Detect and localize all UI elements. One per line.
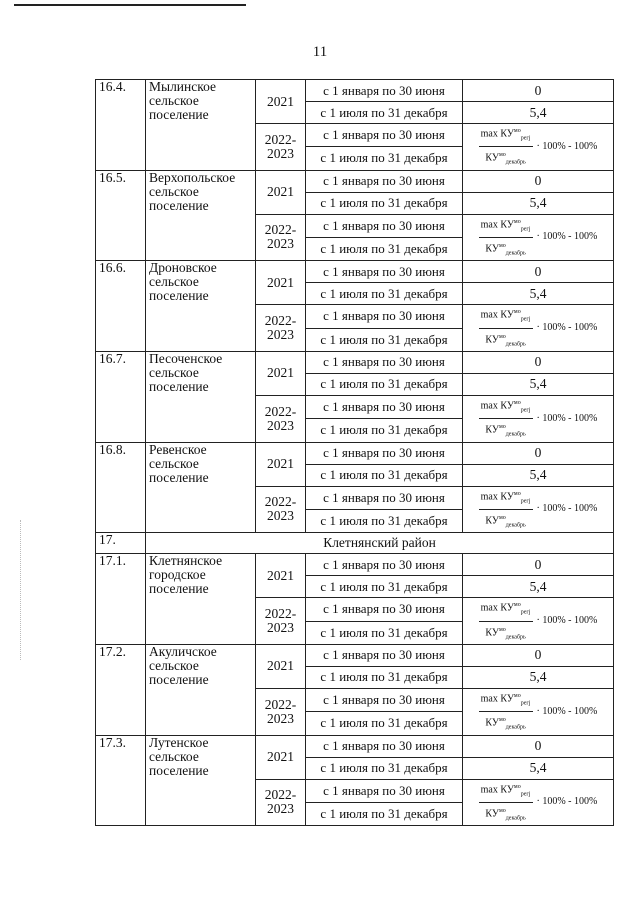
- formula-sub: регj: [520, 497, 531, 504]
- entity-row: [96, 735, 614, 757]
- row-number: 17.3.: [96, 735, 146, 826]
- year-2021: 2021: [256, 644, 306, 688]
- formula-ku: КУ: [500, 693, 514, 705]
- period-second-half: с 1 июля по 31 декабря: [306, 666, 463, 688]
- formula-ku: КУ: [485, 333, 499, 345]
- formula-sup: мо: [498, 514, 506, 521]
- settlement-name: Ревенское сельское поселение: [146, 442, 256, 533]
- row-number: 17.: [96, 533, 146, 554]
- formula-sub: декабрь: [505, 431, 526, 438]
- formula-ku: КУ: [485, 243, 499, 255]
- settlement-name: Лутенское сельское поселение: [146, 735, 256, 826]
- formula-tail: · 100% - 100%: [536, 322, 598, 334]
- formula-cell: [463, 779, 614, 826]
- period-first-half: с 1 января по 30 июня: [306, 124, 463, 147]
- period-first-half: с 1 января по 30 июня: [306, 214, 463, 237]
- formula-sub: декабрь: [505, 724, 526, 731]
- settlement-name: Песоченское сельское поселение: [146, 351, 256, 442]
- period-first-half: с 1 января по 30 июня: [306, 779, 463, 802]
- period-first-half: с 1 января по 30 июня: [306, 688, 463, 711]
- formula-numerator: [479, 215, 533, 238]
- formula-denominator: [483, 712, 527, 734]
- formula-tail: · 100% - 100%: [536, 503, 598, 515]
- coefficient-formula: [466, 396, 610, 442]
- formula-sub: регj: [520, 609, 531, 616]
- value-first-half: 0: [463, 170, 614, 192]
- period-second-half: с 1 июля по 31 декабря: [306, 419, 463, 442]
- period-first-half: с 1 января по 30 июня: [306, 80, 463, 102]
- value-second-half: 5,4: [463, 576, 614, 598]
- formula-numerator: [479, 124, 533, 147]
- formula-max: max: [480, 693, 498, 705]
- formula-denominator: [483, 419, 527, 441]
- entity-row: [96, 170, 614, 192]
- formula-denominator: [483, 147, 527, 169]
- year-2021: 2021: [256, 170, 306, 214]
- formula-sub: декабрь: [505, 522, 526, 529]
- value-first-half: 0: [463, 554, 614, 576]
- period-first-half: с 1 января по 30 июня: [306, 305, 463, 328]
- formula-sub: декабрь: [505, 159, 526, 166]
- value-first-half: 0: [463, 644, 614, 666]
- formula-denominator: [483, 803, 527, 825]
- year-2021: 2021: [256, 351, 306, 395]
- coefficient-formula: [466, 780, 610, 826]
- period-first-half: с 1 января по 30 июня: [306, 735, 463, 757]
- formula-tail: · 100% - 100%: [536, 615, 598, 627]
- period-second-half: с 1 июля по 31 декабря: [306, 576, 463, 598]
- settlement-name: Дроновское сельское поселение: [146, 261, 256, 352]
- formula-sub: декабрь: [505, 250, 526, 257]
- period-first-half: с 1 января по 30 июня: [306, 554, 463, 576]
- formula-sup: мо: [498, 626, 506, 633]
- formula-numerator: [479, 689, 533, 712]
- formula-max: max: [480, 400, 498, 412]
- formula-fraction: [479, 780, 533, 826]
- formula-sup: мо: [498, 807, 506, 814]
- year-2021: 2021: [256, 735, 306, 779]
- formula-sup: мо: [498, 333, 506, 340]
- formula-cell: [463, 214, 614, 261]
- value-second-half: 5,4: [463, 464, 614, 486]
- formula-max: max: [480, 783, 498, 795]
- period-second-half: с 1 июля по 31 декабря: [306, 192, 463, 214]
- formula-numerator: [479, 396, 533, 419]
- formula-fraction: [479, 598, 533, 644]
- year-2021: 2021: [256, 261, 306, 305]
- formula-cell: [463, 395, 614, 442]
- value-first-half: 0: [463, 261, 614, 283]
- formula-fraction: [479, 487, 533, 533]
- formula-sup: мо: [498, 242, 506, 249]
- value-second-half: 5,4: [463, 192, 614, 214]
- entity-row: [96, 80, 614, 102]
- period-second-half: с 1 июля по 31 декабря: [306, 328, 463, 351]
- formula-max: max: [480, 602, 498, 614]
- period-second-half: с 1 июля по 31 декабря: [306, 464, 463, 486]
- formula-sub: декабрь: [505, 340, 526, 347]
- value-second-half: 5,4: [463, 757, 614, 779]
- formula-ku: КУ: [500, 309, 514, 321]
- formula-tail: · 100% - 100%: [536, 231, 598, 243]
- settlement-name: Клетнянское городское поселение: [146, 554, 256, 645]
- formula-denominator: [483, 510, 527, 532]
- year-2022-2023: 2022-2023: [256, 598, 306, 645]
- row-number: 17.2.: [96, 644, 146, 735]
- year-2022-2023: 2022-2023: [256, 688, 306, 735]
- formula-sup: мо: [498, 717, 506, 724]
- entity-row: [96, 442, 614, 464]
- period-first-half: с 1 января по 30 июня: [306, 486, 463, 509]
- header-rule: [14, 4, 246, 6]
- value-first-half: 0: [463, 735, 614, 757]
- formula-ku: КУ: [485, 424, 499, 436]
- formula-fraction: [479, 124, 533, 170]
- period-first-half: с 1 января по 30 июня: [306, 351, 463, 373]
- formula-ku: КУ: [500, 400, 514, 412]
- formula-tail: · 100% - 100%: [536, 796, 598, 808]
- period-second-half: с 1 июля по 31 декабря: [306, 712, 463, 735]
- formula-sup: мо: [498, 424, 506, 431]
- year-2022-2023: 2022-2023: [256, 779, 306, 826]
- value-first-half: 0: [463, 80, 614, 102]
- formula-sub: декабрь: [505, 633, 526, 640]
- formula-fraction: [479, 689, 533, 735]
- formula-max: max: [480, 309, 498, 321]
- formula-sub: регj: [520, 790, 531, 797]
- period-first-half: с 1 января по 30 июня: [306, 598, 463, 621]
- formula-fraction: [479, 305, 533, 351]
- formula-denominator: [483, 329, 527, 351]
- formula-sup: мо: [513, 399, 521, 406]
- formula-fraction: [479, 215, 533, 261]
- period-second-half: с 1 июля по 31 декабря: [306, 509, 463, 532]
- period-second-half: с 1 июля по 31 декабря: [306, 757, 463, 779]
- row-number: 16.8.: [96, 442, 146, 533]
- year-2021: 2021: [256, 554, 306, 598]
- year-2021: 2021: [256, 442, 306, 486]
- formula-denominator: [483, 622, 527, 644]
- coefficient-formula: [466, 215, 610, 261]
- formula-sup: мо: [513, 783, 521, 790]
- formula-denominator: [483, 238, 527, 260]
- coefficient-formula: [466, 305, 610, 351]
- row-number: 16.4.: [96, 80, 146, 171]
- formula-sup: мо: [513, 128, 521, 134]
- entity-row: [96, 261, 614, 283]
- formula-sub: регj: [520, 316, 531, 323]
- coefficient-formula: [466, 689, 610, 735]
- region-name: Клетнянский район: [146, 533, 614, 554]
- row-number: 16.6.: [96, 261, 146, 352]
- margin-scan-marks: [20, 520, 23, 660]
- formula-ku: КУ: [485, 152, 499, 164]
- formula-cell: [463, 305, 614, 352]
- formula-sub: регj: [520, 700, 531, 707]
- formula-ku: КУ: [500, 218, 514, 230]
- formula-sub: регj: [520, 407, 531, 414]
- settlement-name: Верхопольское сельское поселение: [146, 170, 256, 261]
- period-first-half: с 1 января по 30 июня: [306, 395, 463, 418]
- formula-numerator: [479, 598, 533, 621]
- page-number: 11: [312, 44, 328, 60]
- formula-sup: мо: [513, 309, 521, 316]
- period-second-half: с 1 июля по 31 декабря: [306, 621, 463, 644]
- period-first-half: с 1 января по 30 июня: [306, 442, 463, 464]
- year-2022-2023: 2022-2023: [256, 214, 306, 261]
- value-second-half: 5,4: [463, 373, 614, 395]
- formula-ku: КУ: [485, 717, 499, 729]
- formula-ku: КУ: [500, 128, 514, 140]
- formula-sup: мо: [513, 218, 521, 225]
- entity-row: [96, 554, 614, 576]
- period-first-half: с 1 января по 30 июня: [306, 261, 463, 283]
- formula-ku: КУ: [485, 515, 499, 527]
- formula-sup: мо: [513, 602, 521, 609]
- coefficient-formula: [466, 598, 610, 644]
- entity-row: [96, 351, 614, 373]
- year-2022-2023: 2022-2023: [256, 305, 306, 352]
- period-second-half: с 1 июля по 31 декабря: [306, 283, 463, 305]
- period-second-half: с 1 июля по 31 декабря: [306, 147, 463, 170]
- formula-sup: мо: [513, 490, 521, 497]
- formula-sub: регj: [520, 225, 531, 232]
- formula-ku: КУ: [500, 783, 514, 795]
- value-second-half: 5,4: [463, 666, 614, 688]
- formula-numerator: [479, 305, 533, 328]
- period-second-half: с 1 июля по 31 декабря: [306, 373, 463, 395]
- period-second-half: с 1 июля по 31 декабря: [306, 237, 463, 260]
- formula-max: max: [480, 218, 498, 230]
- settlement-name: Мылинское сельское поселение: [146, 80, 256, 171]
- settlement-name: Акуличское сельское поселение: [146, 644, 256, 735]
- row-number: 16.7.: [96, 351, 146, 442]
- coefficient-formula: [466, 124, 610, 170]
- formula-tail: · 100% - 100%: [536, 412, 598, 424]
- formula-fraction: [479, 396, 533, 442]
- formula-tail: · 100% - 100%: [536, 140, 598, 152]
- formula-ku: КУ: [500, 602, 514, 614]
- formula-cell: [463, 598, 614, 645]
- formula-sup: мо: [513, 692, 521, 699]
- formula-max: max: [480, 128, 498, 140]
- value-first-half: 0: [463, 442, 614, 464]
- formula-ku: КУ: [500, 490, 514, 502]
- formula-numerator: [479, 780, 533, 803]
- entity-row: [96, 644, 614, 666]
- year-2021: 2021: [256, 80, 306, 124]
- value-second-half: 5,4: [463, 283, 614, 305]
- formula-cell: [463, 486, 614, 533]
- formula-sub: регj: [520, 135, 531, 142]
- formula-tail: · 100% - 100%: [536, 705, 598, 717]
- formula-sup: мо: [498, 152, 506, 159]
- row-number: 17.1.: [96, 554, 146, 645]
- formula-cell: [463, 124, 614, 171]
- period-second-half: с 1 июля по 31 декабря: [306, 102, 463, 124]
- tariff-table: [95, 79, 614, 826]
- value-second-half: 5,4: [463, 102, 614, 124]
- period-first-half: с 1 января по 30 июня: [306, 644, 463, 666]
- formula-max: max: [480, 490, 498, 502]
- formula-ku: КУ: [485, 808, 499, 820]
- region-row: [96, 533, 614, 554]
- value-first-half: 0: [463, 351, 614, 373]
- period-second-half: с 1 июля по 31 декабря: [306, 802, 463, 825]
- year-2022-2023: 2022-2023: [256, 486, 306, 533]
- formula-sub: декабрь: [505, 815, 526, 822]
- formula-ku: КУ: [485, 626, 499, 638]
- year-2022-2023: 2022-2023: [256, 124, 306, 171]
- coefficient-formula: [466, 487, 610, 533]
- formula-cell: [463, 688, 614, 735]
- formula-numerator: [479, 487, 533, 510]
- row-number: 16.5.: [96, 170, 146, 261]
- year-2022-2023: 2022-2023: [256, 395, 306, 442]
- period-first-half: с 1 января по 30 июня: [306, 170, 463, 192]
